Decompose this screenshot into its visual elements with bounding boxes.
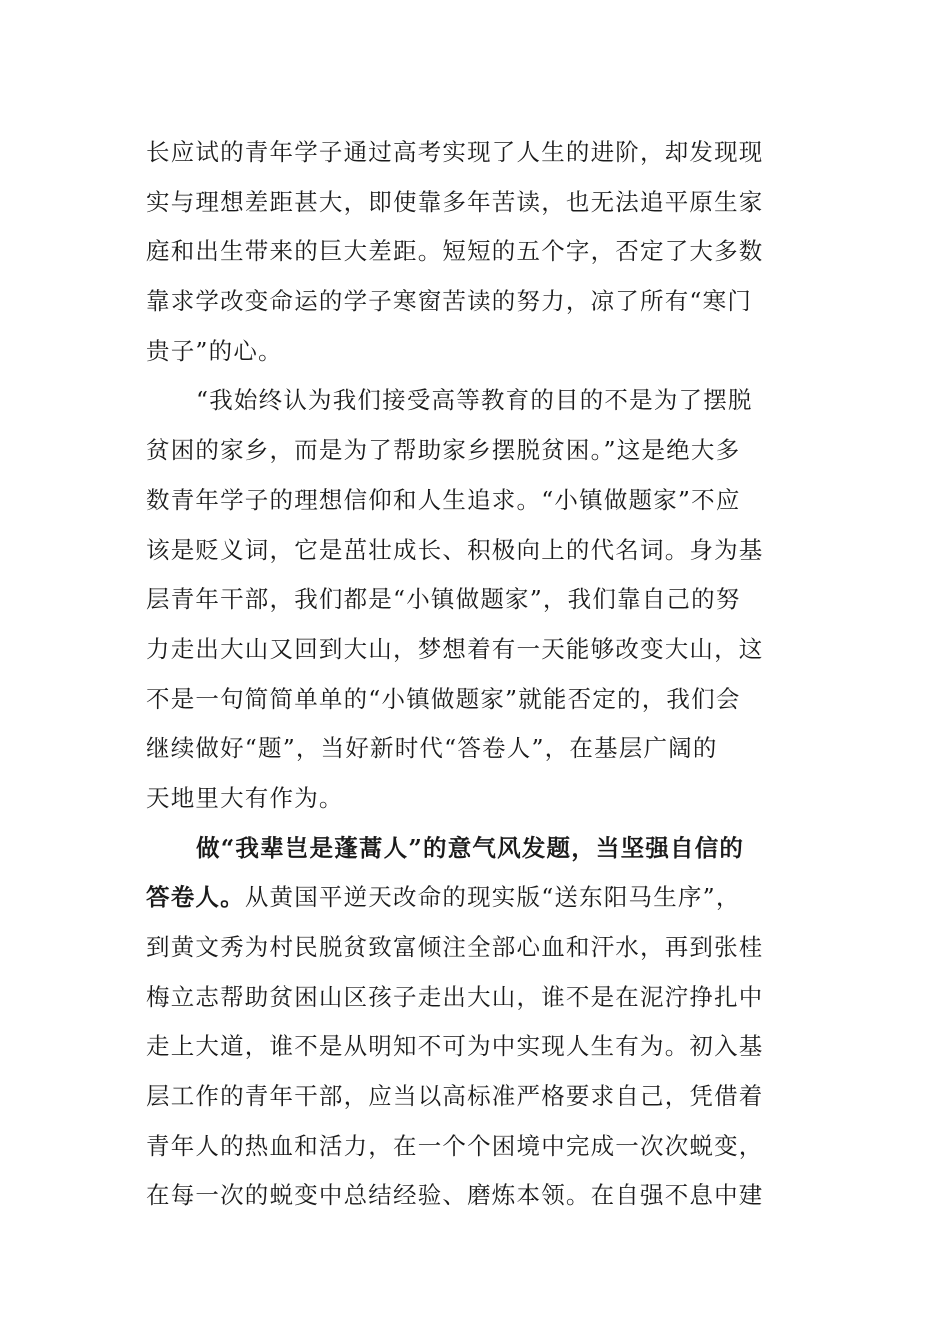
text-line: 继续做好“题”，当好新时代“答卷人”，在基层广阔的 bbox=[146, 734, 718, 763]
text-line bbox=[146, 873, 782, 923]
text-line: 贫困的家乡，而是为了帮助家乡摆脱贫困。”这是绝大多 bbox=[146, 436, 741, 465]
document-body bbox=[146, 128, 782, 1221]
section-heading: 做“我辈岂是蓬蒿人”的意气风发题，当坚强自信的 bbox=[196, 833, 745, 862]
text-line: 长应试的青年学子通过高考实现了人生的进阶，却发现现 bbox=[146, 138, 764, 166]
section-heading-end: 答卷人。 bbox=[146, 883, 245, 912]
text-line: 在每一次的蜕变中总结经验、磨炼本领。在自强不息中建 bbox=[146, 1181, 764, 1210]
text-line: 层青年干部，我们都是“小镇做题家”，我们靠自己的努 bbox=[146, 585, 741, 614]
text-line: 不是一句简简单单的“小镇做题家”就能否定的，我们会 bbox=[146, 684, 741, 713]
text-line: 层工作的青年干部，应当以高标准严格要求自己，凭借着 bbox=[146, 1082, 764, 1111]
text-line: 青年人的热血和活力，在一个个困境中完成一次次蜕变， bbox=[146, 1131, 764, 1160]
paragraph-1 bbox=[146, 128, 782, 376]
text-line: 走上大道，谁不是从明知不可为中实现人生有为。初入基 bbox=[146, 1032, 764, 1061]
text-line: “我始终认为我们接受高等教育的目的不是为了摆脱 bbox=[196, 386, 753, 415]
text-line: 数青年学子的理想信仰和人生追求。“小镇做题家”不应 bbox=[146, 485, 741, 514]
text-line: 实与理想差距甚大，即使靠多年苦读，也无法追平原生家 bbox=[146, 187, 764, 216]
paragraph-3 bbox=[146, 824, 782, 1222]
text-run: 从黄国平逆天改命的现实版“送东阳马生序”， bbox=[244, 883, 741, 912]
paragraph-2 bbox=[146, 376, 782, 823]
text-line: 到黄文秀为村民脱贫致富倾注全部心血和汗水，再到张桂 bbox=[146, 933, 764, 961]
text-line: 贵子”的心。 bbox=[146, 336, 283, 365]
text-line: 庭和出生带来的巨大差距。短短的五个字，否定了大多数 bbox=[146, 237, 764, 266]
text-line: 梅立志帮助贫困山区孩子走出大山，谁不是在泥泞挣扎中 bbox=[146, 982, 764, 1011]
text-line: 力走出大山又回到大山，梦想着有一天能够改变大山，这 bbox=[146, 634, 764, 663]
text-line: 靠求学改变命运的学子寒窗苦读的努力，凉了所有“寒门 bbox=[146, 287, 753, 316]
text-line: 该是贬义词，它是茁壮成长、积极向上的代名词。身为基 bbox=[146, 535, 764, 564]
text-line: 天地里大有作为。 bbox=[146, 783, 344, 812]
